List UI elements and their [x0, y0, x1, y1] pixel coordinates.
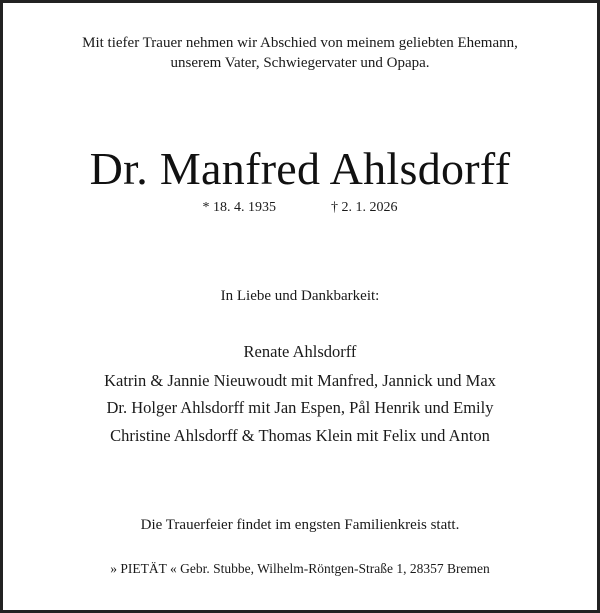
life-dates [0, 200, 600, 216]
dedication: In Liebe und Dankbarkeit: [220, 288, 380, 304]
intro-line-2: unserem Vater, Schwiegervater und Opapa. [170, 55, 430, 71]
intro-line-1: Mit tiefer Trauer nehmen wir Abschied von meinem geliebten Ehemann, [82, 35, 518, 51]
funeral-note: Die Trauerfeier findet im engsten Familienkreis statt. [140, 517, 460, 533]
birth-date: * 18. 4. 1935 [202, 200, 276, 215]
mourner-line: Christine Ahlsdorff & Thomas Klein mit Felix und Anton [110, 426, 490, 445]
death-date: † 2. 1. 2026 [331, 200, 398, 215]
undertaker-address: » PIETÄT « Gebr. Stubbe, Wilhelm-Röntgen-Straße 1, 28357 Bremen [110, 561, 490, 576]
deceased-name: Dr. Manfred Ahlsdorff [89, 143, 511, 194]
mourner-line: Renate Ahlsdorff [243, 342, 357, 361]
mourner-line: Dr. Holger Ahlsdorff mit Jan Espen, Pål Henrik und Emily [106, 398, 494, 417]
mourner-line: Katrin & Jannie Nieuwoudt mit Manfred, Jannick und Max [104, 371, 496, 390]
